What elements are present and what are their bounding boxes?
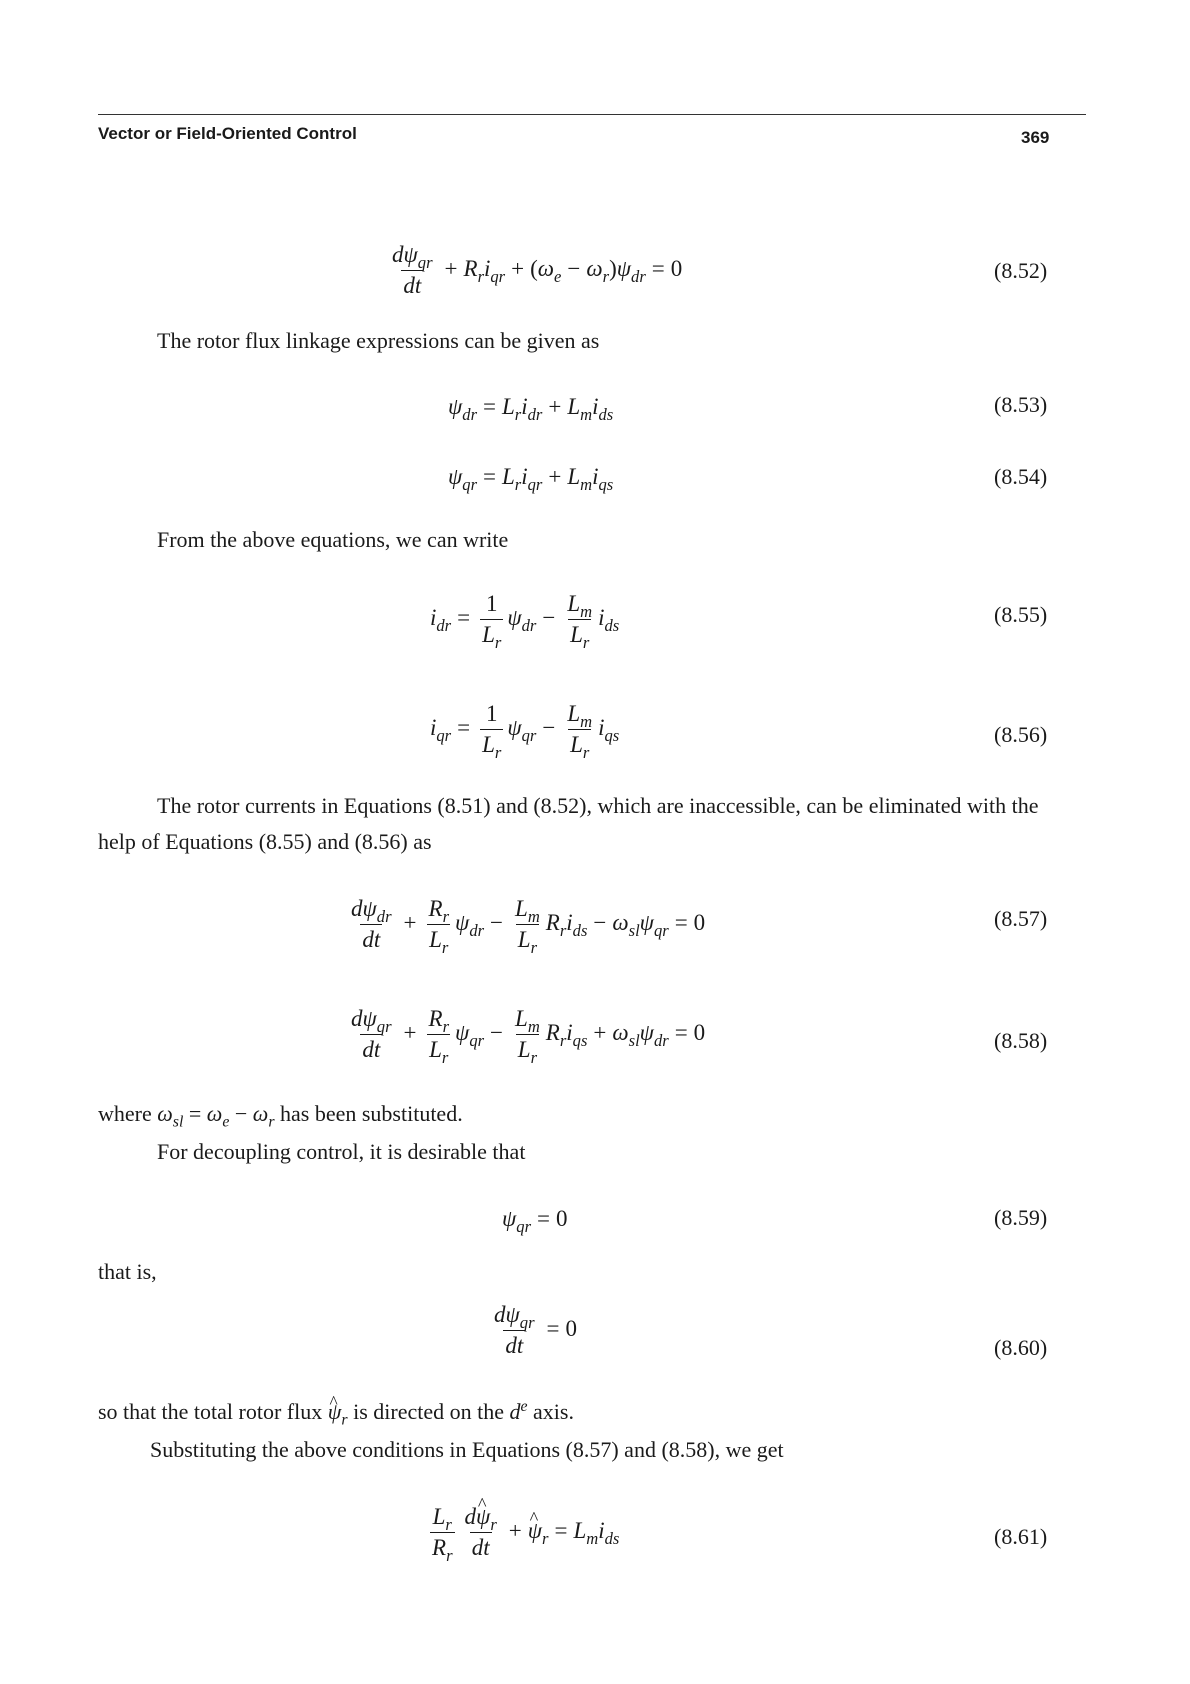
equation-number: (8.54)	[994, 464, 1048, 489]
equation-number: (8.57)	[994, 906, 1048, 931]
paragraph: The rotor flux linkage expressions can be given as	[157, 328, 600, 353]
paragraph: From the above equations, we can write	[157, 527, 509, 552]
equation-number: (8.56)	[994, 722, 1048, 747]
running-head: Vector or Field-Oriented Control	[98, 124, 357, 143]
equation-number: (8.61)	[994, 1524, 1048, 1549]
equation-8-59: $\psi_{qr} = 0$	[502, 1206, 568, 1236]
paragraph: so that the total rotor flux ψ $\^{}_r$ is directed on the $d^e$ axis.	[98, 1394, 574, 1430]
equation-number: (8.58)	[994, 1028, 1048, 1053]
page-number: 369	[1021, 128, 1050, 147]
text-fragment: axis.	[533, 1399, 574, 1424]
equation-8-52: $\frac{d\psi_{qr}}{dt}$ + $R_ri_{qr} + (\omega_e - \omega_r)\psi_{dr} = 0$	[392, 242, 683, 298]
equation-8-61: $\frac{L_r}{R_r}$ $\frac{d\psi \^{}_r}{dt}$ + ψ $\^{}_r = L_mi_{ds}$	[426, 1504, 619, 1561]
equation-8-60: $\frac{d\psi_{qr}}{dt}$ = 0	[494, 1302, 577, 1358]
header-rule	[98, 114, 1086, 115]
equation-8-57: $\frac{d\psi_{dr}}{dt}$ + $\frac{R_r}{L_r}$ $\psi_{dr}$ − $\frac{L_m}{L_r}$ $R_ri_{ds} - \omega_{sl}\psi_{qr} = 0$	[351, 896, 706, 957]
text-fragment: so that the total rotor flux	[98, 1399, 323, 1424]
text-fragment: has been substituted.	[280, 1101, 463, 1126]
paragraph: where $\omega_{sl} = \omega_e - \omega_r$ has been substituted.	[98, 1101, 463, 1131]
paragraph: For decoupling control, it is desirable that	[157, 1139, 526, 1164]
text-fragment: where	[98, 1101, 152, 1126]
equation-8-56: $i_{qr}$ = $\frac{1}{L_r}$ $\psi_{qr}$ − $\frac{L_m}{L_r}$ $i_{qs}$	[430, 701, 620, 762]
equation-8-58: $\frac{d\psi_{qr}}{dt}$ + $\frac{R_r}{L_r}$ $\psi_{qr}$ − $\frac{L_m}{L_r}$ $R_ri_{qs} + \omega_{sl}\psi_{dr} = 0$	[351, 1006, 706, 1067]
paragraph: The rotor currents in Equations (8.51) and (8.52), which are inaccessible, can be eliminated with the help of Equations (8.55) and (8.56) as	[98, 793, 1039, 854]
equation-number: (8.60)	[994, 1335, 1048, 1360]
equation-number: (8.55)	[994, 602, 1048, 627]
paragraph: that is,	[98, 1259, 157, 1284]
equation-number: (8.59)	[994, 1205, 1048, 1230]
equation-8-55: $i_{dr}$ = $\frac{1}{L_r}$ $\psi_{dr}$ − $\frac{L_m}{L_r}$ $i_{ds}$	[430, 591, 620, 652]
text-fragment: is directed on the	[353, 1399, 504, 1424]
equation-number: (8.52)	[994, 258, 1048, 283]
equation-number: (8.53)	[994, 392, 1048, 417]
equation-8-54: $\psi_{qr} = L_ri_{qr} + L_mi_{qs}$	[448, 464, 614, 494]
equation-8-53: $\psi_{dr} = L_ri_{dr} + L_mi_{ds}$	[448, 394, 614, 424]
paragraph: Substituting the above conditions in Equations (8.57) and (8.58), we get	[150, 1437, 784, 1462]
